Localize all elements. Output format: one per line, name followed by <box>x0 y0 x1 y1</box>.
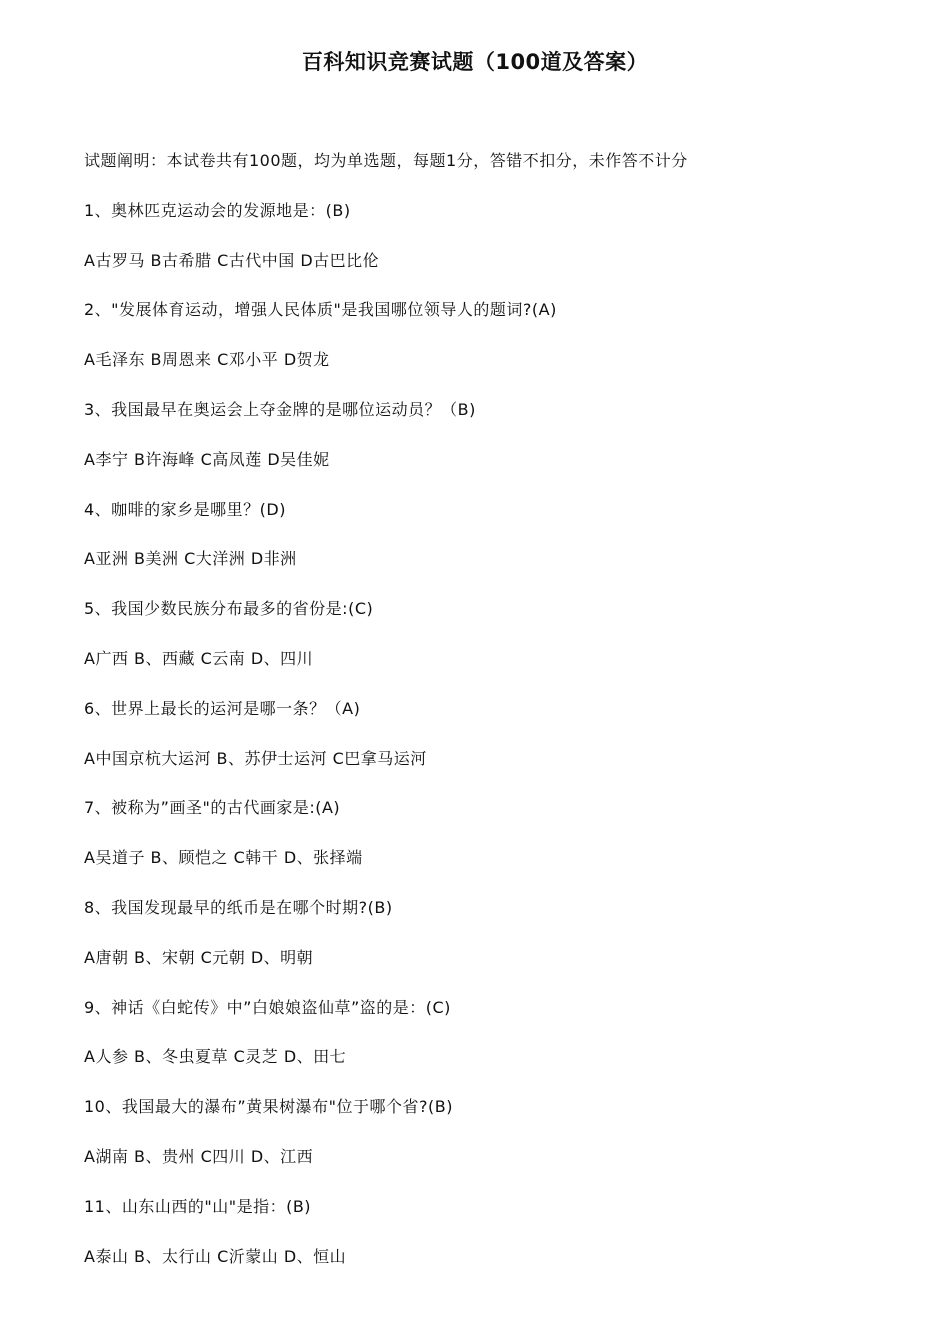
answer-options: A李宁 B许海峰 C高凤莲 D吴佳妮 <box>84 449 330 469</box>
question-text: 10、我国最大的瀑布”黄果树瀑布"位于哪个省?(B) <box>84 1097 453 1117</box>
answer-options: A毛泽东 B周恩来 C邓小平 D贺龙 <box>84 350 330 370</box>
answer-options: A中国京杭大运河 B、苏伊士运河 C巴拿马运河 <box>84 748 427 768</box>
answer-options: A湖南 B、贵州 C四川 D、江西 <box>84 1146 314 1166</box>
question-text: 1、奥林匹克运动会的发源地是：(B) <box>84 200 351 220</box>
document-title: 百科知识竞赛试题（100道及答案） <box>301 50 649 74</box>
question-text: 7、被称为”画圣"的古代画家是:(A) <box>84 798 341 818</box>
question-text: 6、世界上最长的运河是哪一条？（A) <box>84 698 361 718</box>
answer-options: A泰山 B、太行山 C沂蒙山 D、恒山 <box>84 1246 347 1266</box>
question-text: 3、我国最早在奥运会上夺金牌的是哪位运动员？（B) <box>84 399 476 419</box>
question-text: 8、我国发现最早的纸币是在哪个时期?(B) <box>84 897 393 917</box>
instructions-text: 试题阐明：本试卷共有100题，均为单选题，每题1分，答错不扣分，未作答不计分 <box>84 151 688 170</box>
answer-options: A吴道子 B、顾恺之 C韩干 D、张择端 <box>84 848 363 868</box>
document-body <box>84 146 904 1291</box>
question-text: 11、山东山西的"山"是指：(B) <box>84 1196 312 1216</box>
question-text: 4、咖啡的家乡是哪里？(D) <box>84 499 286 519</box>
answer-options: A唐朝 B、宋朝 C元朝 D、明朝 <box>84 947 314 967</box>
answer-options: A人参 B、冬虫夏草 C灵芝 D、田七 <box>84 1047 347 1067</box>
question-text: 5、我国少数民族分布最多的省份是:(C) <box>84 599 374 619</box>
question-text: 9、神话《白蛇传》中”白娘娘盗仙草”盗的是：(C) <box>84 997 451 1017</box>
question-text: 2、"发展体育运动，增强人民体质"是我国哪位领导人的题词?(A) <box>84 300 557 320</box>
answer-options: A亚洲 B美洲 C大洋洲 D非洲 <box>84 549 297 569</box>
answer-options: A古罗马 B古希腊 C古代中国 D古巴比伦 <box>84 250 380 270</box>
answer-options: A广西 B、西藏 C云南 D、四川 <box>84 648 314 668</box>
